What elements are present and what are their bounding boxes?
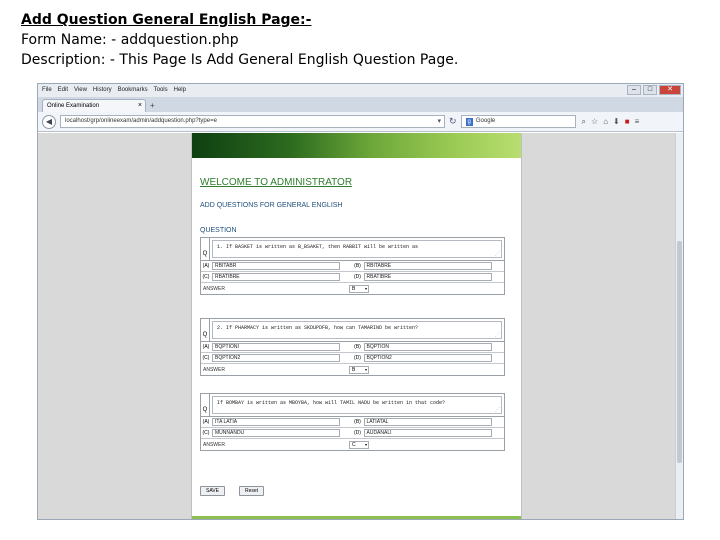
option-label: (B) [354, 419, 361, 425]
question-textarea[interactable] [212, 396, 502, 414]
caption-form-name: Form Name: - addquestion.php [21, 32, 239, 48]
maximize-button[interactable]: □ [643, 85, 657, 95]
option-input[interactable]: BQPTIONI [212, 343, 340, 351]
page-subtitle: ADD QUESTIONS FOR GENERAL ENGLISH [200, 202, 343, 209]
reset-button[interactable]: Reset [239, 486, 264, 496]
option-input[interactable]: BQPTION2 [212, 354, 340, 362]
question-section-label: QUESTION [200, 227, 237, 234]
reload-icon[interactable]: ↻ [449, 116, 457, 126]
menu-icon[interactable]: ≡ [634, 116, 640, 126]
toolbar-icons [582, 117, 640, 127]
menu-file[interactable]: File [42, 87, 52, 93]
search-bar[interactable] [461, 115, 576, 128]
close-window-button[interactable]: ✕ [659, 85, 681, 95]
question-block [200, 237, 505, 295]
answer-label: ANSWER [203, 441, 225, 448]
resize-handle-icon[interactable]: ⋰ [495, 332, 500, 338]
search-icon[interactable]: ⌕ [581, 116, 587, 126]
menu-view[interactable]: View [74, 87, 87, 93]
caption-description: Description: - This Page Is Add General English Question Page. [21, 52, 459, 68]
menu-bar [38, 84, 683, 97]
option-input[interactable]: AUDANALI [364, 429, 492, 437]
option-input[interactable]: RBITABR [212, 262, 340, 270]
chevron-down-icon: ▾ [364, 285, 367, 291]
question-textarea[interactable] [212, 321, 502, 339]
minimize-button[interactable]: – [627, 85, 641, 95]
answer-label: ANSWER [203, 285, 225, 292]
option-label: (B) [354, 263, 361, 269]
browser-window [37, 83, 684, 520]
admin-page [191, 133, 522, 520]
tab-title: Online Examination [47, 103, 100, 109]
option-label: (D) [354, 274, 361, 280]
option-label: (A) [202, 344, 210, 350]
menu-edit[interactable]: Edit [57, 87, 69, 93]
scrollbar-thumb[interactable] [677, 241, 682, 463]
vertical-scrollbar[interactable] [675, 133, 683, 520]
option-input[interactable]: RBATIBRE [364, 273, 492, 281]
welcome-heading: WELCOME TO ADMINISTRATOR [200, 177, 353, 188]
tab-strip [38, 97, 683, 112]
star-icon[interactable]: ☆ [591, 116, 599, 126]
dropdown-arrow-icon[interactable]: ▾ [437, 118, 441, 125]
option-label: (A) [202, 419, 210, 425]
url-text: localhost/grp/onlineexam/admin/addquestion.php?type=e [65, 118, 217, 124]
question-textarea[interactable] [212, 240, 502, 258]
question-text: If BOMBAY is written as MBOYBA, how will TAMIL NADU be written in that code? [217, 400, 446, 406]
navigation-bar [38, 112, 683, 132]
option-input[interactable]: RBITABRE [364, 262, 492, 270]
answer-value: C [352, 441, 356, 448]
chevron-down-icon: ▾ [364, 441, 367, 447]
option-input[interactable]: BQPTION2 [364, 354, 492, 362]
option-input[interactable]: LATIATAL [364, 418, 492, 426]
home-icon[interactable]: ⌂ [603, 116, 609, 126]
header-banner [192, 133, 521, 158]
close-tab-icon[interactable]: × [137, 102, 142, 109]
chevron-down-icon: ▾ [364, 366, 367, 372]
option-label: (C) [202, 274, 210, 280]
caption-title: Add Question General English Page:- [21, 12, 312, 28]
back-arrow-icon[interactable]: ◀ [42, 115, 56, 129]
answer-select[interactable] [349, 366, 369, 374]
option-label: (C) [202, 355, 210, 361]
form-buttons [200, 486, 264, 496]
question-number: Q [201, 319, 210, 341]
slide-caption [21, 10, 711, 70]
tab-online-examination[interactable] [42, 99, 146, 112]
answer-select[interactable] [349, 285, 369, 293]
resize-handle-icon[interactable]: ⋰ [495, 407, 500, 413]
answer-value: B [352, 366, 356, 373]
browser-viewport [38, 133, 683, 520]
option-label: (C) [202, 430, 210, 436]
menu-history[interactable]: History [92, 87, 112, 93]
google-icon: g [467, 118, 471, 125]
option-input[interactable]: RBATIBRE [212, 273, 340, 281]
question-block [200, 318, 505, 376]
question-text: 2. If PHARMACY is written as SKDUPDFB, how can TAMARIND be written? [217, 325, 419, 331]
option-label: (B) [354, 344, 361, 350]
menu-tools[interactable]: Tools [153, 87, 168, 93]
save-button[interactable]: SAVE [200, 486, 225, 496]
resize-handle-icon[interactable]: ⋰ [495, 251, 500, 257]
option-label: (D) [354, 355, 361, 361]
window-controls [627, 85, 681, 95]
answer-label: ANSWER [203, 366, 225, 373]
download-icon[interactable]: ⬇ [613, 116, 620, 126]
bottom-divider [38, 519, 683, 520]
menu-bookmarks[interactable]: Bookmarks [117, 87, 148, 93]
search-engine-label: Google [475, 118, 496, 124]
menu-help[interactable]: Help [173, 87, 186, 93]
address-bar[interactable] [60, 115, 445, 128]
option-input[interactable]: ITA LATIA [212, 418, 340, 426]
answer-value: B [352, 285, 356, 292]
addon-icon[interactable]: ■ [624, 116, 630, 126]
question-number: Q [201, 238, 210, 260]
option-label: (A) [202, 263, 210, 269]
option-label: (D) [354, 430, 361, 436]
option-input[interactable]: MUNNANDU [212, 429, 340, 437]
question-number: Q [201, 394, 210, 416]
option-input[interactable]: BQPTION [364, 343, 492, 351]
new-tab-button[interactable]: + [150, 101, 155, 110]
footer-bar [192, 516, 521, 520]
question-block [200, 393, 505, 451]
question-text: 1. If BASKET is written as B_BSAKET, then RABBIT will be written as [217, 244, 419, 250]
answer-select[interactable] [349, 441, 369, 449]
